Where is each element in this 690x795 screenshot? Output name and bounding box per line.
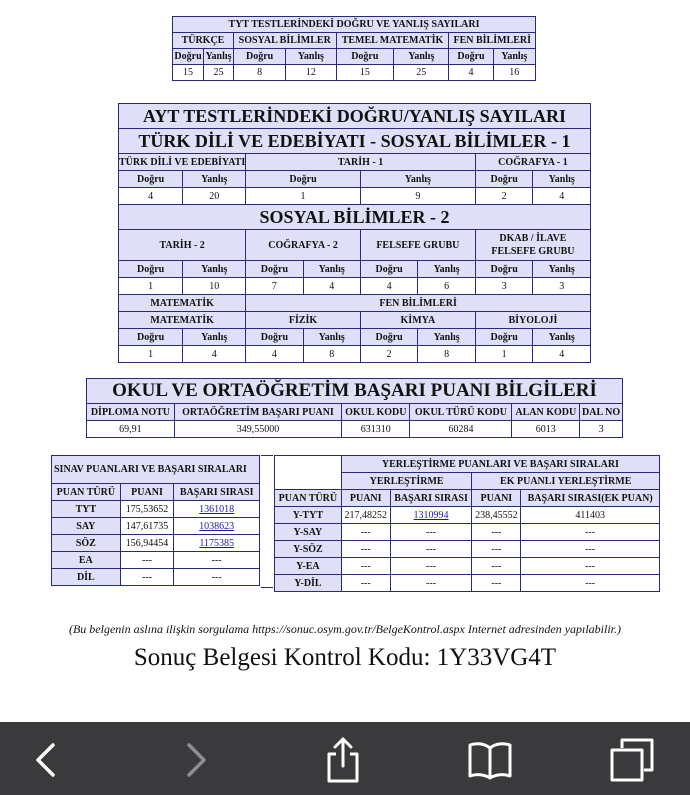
- ayt-section-title: TÜRK DİLİ VE EDEBİYATI - SOSYAL BİLİMLER - 1: [119, 129, 591, 154]
- placement-title: YERLEŞTİRME PUANLARI VE BAŞARI SIRALARI: [341, 456, 659, 473]
- yanlis-header: Yanlış: [418, 261, 476, 278]
- score-type: Y-DİL: [275, 575, 342, 592]
- rank-value: ---: [390, 524, 472, 541]
- tabs-icon: [609, 737, 655, 783]
- ayt-value: 20: [183, 188, 246, 205]
- ayt-value: 2: [360, 346, 418, 363]
- table-row: [275, 558, 660, 575]
- ayt-value: 4: [119, 188, 183, 205]
- tyt-results-table: [172, 16, 536, 81]
- yanlis-header: Yanlış: [418, 329, 476, 346]
- yanlis-header: Yanlış: [183, 329, 246, 346]
- score-type: TYT: [52, 501, 121, 518]
- tyt-subject-header: TÜRKÇE: [173, 33, 234, 49]
- ayt-value: 9: [360, 188, 475, 205]
- verification-note: (Bu belgenin aslına ilişkin sorgulama https://sonuc.osym.gov.tr/BelgeKontrol.aspx Internet adresinden yapılabilir.): [68, 622, 622, 636]
- tyt-value: 4: [449, 65, 493, 81]
- score-type: SÖZ: [52, 535, 121, 552]
- ayt-value: 1: [246, 188, 361, 205]
- table-separator: [261, 455, 273, 588]
- yanlis-header: Yanlış: [183, 261, 246, 278]
- ayt-value: 6: [418, 278, 476, 295]
- rank-link[interactable]: 1175385: [199, 537, 234, 549]
- bonus-score-value: ---: [472, 575, 521, 592]
- bookmarks-book-icon: [467, 740, 513, 780]
- dogru-header: Doğru: [449, 49, 493, 65]
- score-value: 217,48252: [341, 507, 390, 524]
- score-value: 147,61735: [120, 518, 174, 535]
- table-row: [52, 501, 260, 518]
- dogru-header: Doğru: [475, 171, 533, 188]
- dogru-header: Doğru: [246, 329, 303, 346]
- yanlis-header: Yanlış: [360, 171, 475, 188]
- score-value: ---: [341, 575, 390, 592]
- ayt-value: 1: [475, 346, 533, 363]
- school-info-header: DAL NO: [580, 404, 623, 421]
- ayt-results-table: [118, 103, 591, 363]
- ayt-subject-header: KİMYA: [360, 312, 475, 329]
- back-button[interactable]: [22, 736, 70, 784]
- ayt-value: 3: [475, 278, 533, 295]
- tyt-subject-header: FEN BİLİMLERİ: [449, 33, 536, 49]
- rank-value: ---: [390, 541, 472, 558]
- back-arrow-icon: [31, 742, 61, 778]
- score-value: ---: [341, 524, 390, 541]
- ayt-table-title: AYT TESTLERİNDEKİ DOĞRU/YANLIŞ SAYILARI: [119, 104, 591, 129]
- bonus-rank-value: ---: [521, 524, 660, 541]
- rank-value: ---: [390, 558, 472, 575]
- ayt-value: 4: [246, 346, 303, 363]
- ayt-subject-header: COĞRAFYA - 1: [475, 154, 590, 171]
- ayt-subject-header: TÜRK DİLİ VE EDEBİYATI: [119, 154, 246, 171]
- ayt-value: 7: [246, 278, 303, 295]
- dogru-header: Doğru: [360, 329, 418, 346]
- bonus-rank-value: ---: [521, 558, 660, 575]
- rank-link[interactable]: 1361018: [199, 503, 235, 515]
- school-info-title: OKUL VE ORTAÖĞRETİM BAŞARI PUANI BİLGİLERİ: [87, 379, 623, 404]
- bonus-score-value: 238,45552: [472, 507, 521, 524]
- dogru-header: Doğru: [336, 49, 394, 65]
- tyt-value: 15: [336, 65, 394, 81]
- exam-scores-table: [51, 455, 260, 586]
- score-value: ---: [120, 569, 174, 586]
- school-info-header: OKUL TÜRÜ KODU: [410, 404, 512, 421]
- tyt-value: 12: [286, 65, 336, 81]
- score-type: Y-TYT: [275, 507, 342, 524]
- bonus-score-header: PUANI: [472, 490, 521, 507]
- yanlis-header: Yanlış: [303, 261, 360, 278]
- ayt-subject-header: COĞRAFYA - 2: [246, 230, 361, 261]
- score-header: PUANI: [120, 484, 174, 501]
- table-row: [52, 518, 260, 535]
- table-row: [52, 569, 260, 586]
- ayt-value: 2: [475, 188, 533, 205]
- dogru-header: Doğru: [475, 261, 533, 278]
- ayt-value: 4: [533, 346, 591, 363]
- ayt-group-header: MATEMATİK: [119, 295, 246, 312]
- placement-scores-table: [274, 455, 660, 592]
- ayt-subject-header: FELSEFE GRUBU: [360, 230, 475, 261]
- score-type: Y-SÖZ: [275, 541, 342, 558]
- tyt-value: 16: [493, 65, 535, 81]
- bonus-score-value: ---: [472, 541, 521, 558]
- score-value: 175,53652: [120, 501, 174, 518]
- tyt-subject-header: SOSYAL BİLİMLER: [233, 33, 336, 49]
- ayt-subject-header-dkab: [475, 230, 590, 261]
- score-header: PUANI: [341, 490, 390, 507]
- ayt-subject-header: TARİH - 2: [119, 230, 246, 261]
- bonus-rank-value: 411403: [521, 507, 660, 524]
- rank-header: BAŞARI SIRASI: [390, 490, 472, 507]
- exam-scores-title: SINAV PUANLARI VE BAŞARI SIRALARI: [52, 456, 260, 484]
- score-value: ---: [341, 541, 390, 558]
- control-code: Sonuç Belgesi Kontrol Kodu: 1Y33VG4T: [133, 644, 557, 671]
- rank-header: BAŞARI SIRASI: [174, 484, 260, 501]
- forward-arrow-icon: [181, 742, 211, 778]
- score-value: ---: [120, 552, 174, 569]
- ayt-value: 1: [119, 346, 183, 363]
- school-info-header: DİPLOMA NOTU: [87, 404, 175, 421]
- bonus-score-value: ---: [472, 524, 521, 541]
- tyt-value: 8: [233, 65, 285, 81]
- ayt-group-header: FEN BİLİMLERİ: [246, 295, 591, 312]
- score-type-header: PUAN TÜRÜ: [275, 490, 342, 507]
- ayt-value: 8: [303, 346, 360, 363]
- yanlis-header: Yanlış: [533, 261, 591, 278]
- dogru-header: Doğru: [119, 261, 183, 278]
- dogru-header: Doğru: [119, 171, 183, 188]
- bonus-rank-value: ---: [521, 541, 660, 558]
- ayt-value: 3: [533, 278, 591, 295]
- school-info-table: [86, 378, 623, 438]
- field-code: 6013: [512, 421, 580, 438]
- yanlis-header: Yanlış: [183, 171, 246, 188]
- ayt-value: 4: [303, 278, 360, 295]
- score-type-header: PUAN TÜRÜ: [52, 484, 121, 501]
- tabs-button[interactable]: [608, 736, 656, 784]
- rank-value: ---: [390, 575, 472, 592]
- school-info-header: ORTAÖĞRETİM BAŞARI PUANI: [174, 404, 341, 421]
- score-type: Y-EA: [275, 558, 342, 575]
- placement-subheader: YERLEŞTİRME: [341, 473, 472, 490]
- score-value: 156,94454: [120, 535, 174, 552]
- bonus-rank-header: BAŞARI SIRASI(EK PUAN): [521, 490, 660, 507]
- yanlis-header: Yanlış: [204, 49, 234, 65]
- ayt-value: 1: [119, 278, 183, 295]
- school-info-header: OKUL KODU: [342, 404, 410, 421]
- ayt-section-title: SOSYAL BİLİMLER - 2: [119, 205, 591, 230]
- score-value: ---: [341, 558, 390, 575]
- ayt-subject-header: BİYOLOJİ: [475, 312, 590, 329]
- yanlis-header: Yanlış: [303, 329, 360, 346]
- tyt-subject-header: TEMEL MATEMATİK: [336, 33, 449, 49]
- yanlis-header: Yanlış: [493, 49, 535, 65]
- bonus-score-value: ---: [472, 558, 521, 575]
- table-row: [275, 575, 660, 592]
- dogru-header: Doğru: [360, 261, 418, 278]
- dkab-line-2: FELSEFE GRUBU: [491, 246, 575, 257]
- table-row: [275, 507, 660, 524]
- ayt-value: 4: [183, 346, 246, 363]
- rank-link[interactable]: 1310994: [413, 509, 449, 521]
- table-row: [275, 524, 660, 541]
- ayt-value: 4: [360, 278, 418, 295]
- branch-no: 3: [580, 421, 623, 438]
- ayt-subject-header: FİZİK: [246, 312, 361, 329]
- browser-toolbar: [0, 722, 690, 795]
- rank-link[interactable]: 1038623: [199, 520, 235, 532]
- placement-corner-cell: [275, 456, 342, 490]
- yanlis-header: Yanlış: [394, 49, 449, 65]
- ayt-value: 8: [418, 346, 476, 363]
- school-type-code: 60284: [410, 421, 512, 438]
- secondary-score: 349,55000: [174, 421, 341, 438]
- ayt-value: 4: [533, 188, 591, 205]
- bookmarks-button[interactable]: [466, 736, 514, 784]
- ayt-subject-header: MATEMATİK: [119, 312, 246, 329]
- yanlis-header: Yanlış: [286, 49, 336, 65]
- dogru-header: Doğru: [246, 261, 303, 278]
- tyt-value: 25: [204, 65, 234, 81]
- dogru-header: Doğru: [119, 329, 183, 346]
- score-type: SAY: [52, 518, 121, 535]
- ayt-subject-header: TARİH - 1: [246, 154, 476, 171]
- table-row: [52, 552, 260, 569]
- school-code: 631310: [342, 421, 410, 438]
- share-button[interactable]: [319, 736, 367, 784]
- dogru-header: Doğru: [233, 49, 285, 65]
- share-icon: [323, 737, 363, 783]
- bonus-rank-value: ---: [521, 575, 660, 592]
- dogru-header: Doğru: [173, 49, 204, 65]
- tyt-table-title: TYT TESTLERİNDEKİ DOĞRU VE YANLIŞ SAYILARI: [173, 17, 536, 33]
- forward-button[interactable]: [172, 736, 220, 784]
- score-type: Y-SAY: [275, 524, 342, 541]
- table-row: [275, 541, 660, 558]
- dogru-header: Doğru: [475, 329, 533, 346]
- tyt-value: 15: [173, 65, 204, 81]
- dkab-line-1: DKAB / İLAVE: [499, 233, 567, 244]
- score-type: DİL: [52, 569, 121, 586]
- yanlis-header: Yanlış: [533, 329, 591, 346]
- score-type: EA: [52, 552, 121, 569]
- dogru-header: Doğru: [246, 171, 361, 188]
- bonus-placement-subheader: EK PUANLI YERLEŞTİRME: [472, 473, 660, 490]
- rank-value: ---: [174, 569, 260, 586]
- yanlis-header: Yanlış: [533, 171, 591, 188]
- tyt-value: 25: [394, 65, 449, 81]
- rank-value: ---: [174, 552, 260, 569]
- school-info-header: ALAN KODU: [512, 404, 580, 421]
- table-row: [52, 535, 260, 552]
- ayt-value: 10: [183, 278, 246, 295]
- diploma-grade: 69,91: [87, 421, 175, 438]
